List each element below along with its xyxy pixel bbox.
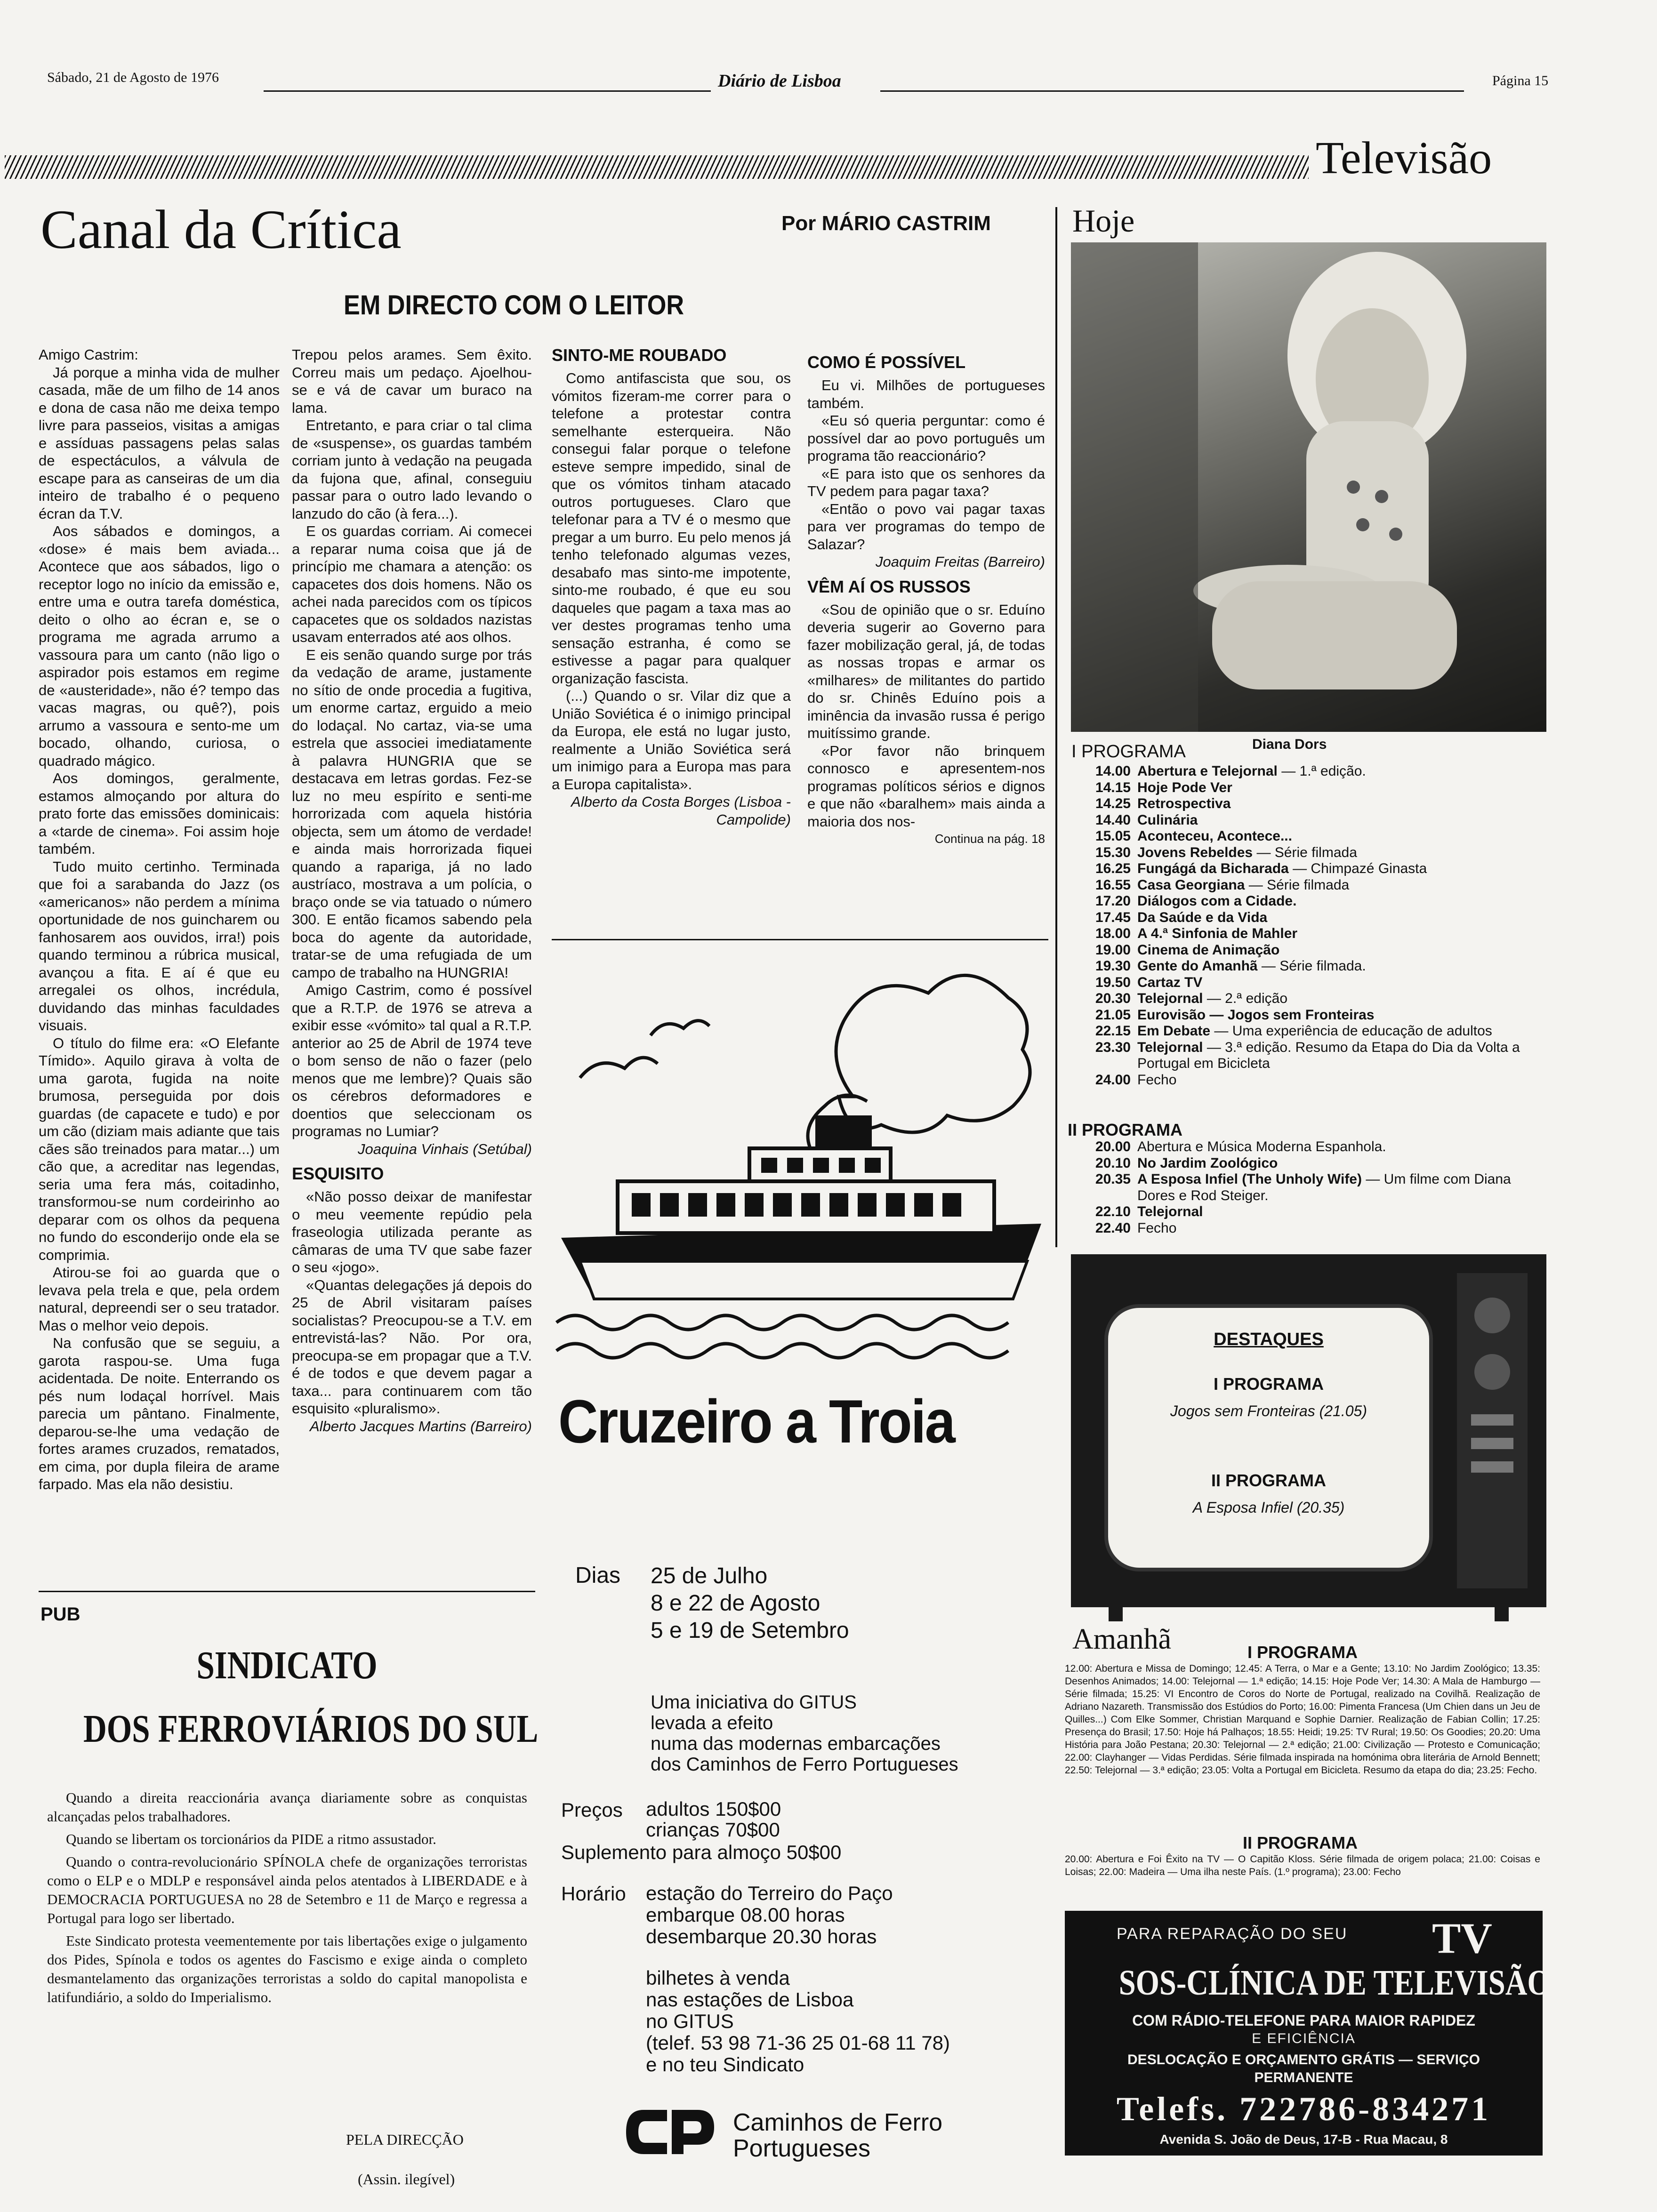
pub-label: PUB <box>40 1604 80 1625</box>
letter-column-2 <box>292 346 532 1435</box>
letter-paragraph: Tudo muito certinho. Terminada que foi a sarabanda do Jazz (os «americanos» não perdem a mínima oportunidade de nos guincharem ou fanhosarem aos ouvidos, irra!) pois quando terminou a rúbrica musical, avançou a fita. E aí é que eu arregalei os olhos, incrédula, duvidando das minhas faculdades visuais. <box>39 858 280 1034</box>
schedule-row <box>1069 1072 1539 1089</box>
letter-signature: Alberto Jacques Martins (Barreiro) <box>309 1418 532 1435</box>
schedule-program <box>1137 828 1292 845</box>
russos-heading: VÊM AÍ OS RUSSOS <box>807 577 971 596</box>
schedule-row <box>1069 1139 1539 1155</box>
sos-name: SOS-CLÍNICA DE TELEVISÃO <box>1118 1963 1551 2003</box>
sos-tv: TV <box>1432 1914 1492 1962</box>
letter-paragraph: Trepou pelos arames. Sem êxito. Correu mais um pedaço. Ajoelhou-se e vá de cavar um buraco na lama. <box>292 346 532 416</box>
schedule-program-title: Aconteceu, Acontece... <box>1137 828 1292 844</box>
schedule-time: 16.25 <box>1095 861 1131 876</box>
iniciativa-line: numa das modernas embarcações <box>651 1733 941 1754</box>
letter-paragraph: «Eu só queria perguntar: como é possível dar ao povo português um programa tão reaccionário? <box>807 412 1045 464</box>
letter-paragraph: Na confusão que se seguiu, a garota raspou-se. Uma fuga acidentada. De noite. Enterrando os pés num lodaçal horrível. Mais parecia um pântano. Finalmente, deparou-se-lhe uma vedação de fortes arames cruzados, rematados, em cima, por dupla fileira de arame farpado. Mas ela não desistiu. <box>39 1335 280 1492</box>
schedule-program <box>1137 910 1267 926</box>
sindicato-sign: PELA DIRECÇÃO <box>346 2131 464 2148</box>
schedule-row <box>1069 812 1539 829</box>
hoje-program2-title: II PROGRAMA <box>1068 1120 1183 1139</box>
cp-name-line1: Caminhos de Ferro <box>733 2109 943 2136</box>
cp-logo-icon <box>622 2106 716 2158</box>
schedule-time: 15.05 <box>1095 828 1131 844</box>
header-page: Página 15 <box>1492 73 1549 88</box>
iniciativa-line: Uma iniciativa do GITUS <box>651 1692 857 1713</box>
sindicato-paragraph: Quando a direita reaccionária avança diariamente sobre as conquistas alcançadas pelos trabalhadores. <box>47 1789 527 1825</box>
schedule-time: 20.30 <box>1095 991 1131 1006</box>
schedule-time: 17.20 <box>1095 893 1131 909</box>
schedule-program-title: Hoje Pode Ver <box>1137 779 1232 795</box>
schedule-row <box>1069 991 1539 1007</box>
schedule-program-title: Diálogos com a Cidade. <box>1137 893 1297 909</box>
schedule-time: 22.10 <box>1095 1204 1131 1219</box>
letter-paragraph: Eu vi. Milhões de portugueses também. <box>807 377 1045 411</box>
dia-item: 8 e 22 de Agosto <box>651 1591 820 1616</box>
section-title: Televisão <box>1316 133 1492 184</box>
letter-paragraph: E os guardas corriam. Ai comecei a reparar numa coisa que já de princípio me chamara a atenção: os capacetes dos dois homens. Não os achei nada parecidos com os típicos capacetes que os soldados nazistas usavam enterrados até aos olhos. <box>292 523 532 645</box>
section-hatch-band <box>5 155 1309 179</box>
destaques-p1-item: Jogos sem Fronteiras (21.05) <box>1170 1403 1367 1419</box>
letter-paragraph: «Sou de opinião que o sr. Eduíno deveria sugerir ao Governo para fazer mobilização geral, já, de todas as nossas tropas e armar os «milhares» de militantes do partido do sr. Chinês Eduíno pois a iminência da invasão russa é perigo muitíssimo grande. <box>807 601 1045 741</box>
schedule-row <box>1069 942 1539 959</box>
header-paper: Diário de Lisboa <box>718 71 841 91</box>
schedule-program-title: Cinema de Animação <box>1137 942 1280 958</box>
hoje-program2-list <box>1069 1139 1539 1236</box>
schedule-program: Jovens Rebeldes — Série filmada <box>1137 844 1357 860</box>
schedule-row <box>1069 877 1539 894</box>
schedule-time: 22.15 <box>1095 1023 1131 1039</box>
schedule-row <box>1069 845 1539 861</box>
schedule-program <box>1137 926 1297 942</box>
schedule-time: 20.35 <box>1095 1171 1131 1187</box>
column-byline: Por MÁRIO CASTRIM <box>781 212 991 235</box>
schedule-program-title: Telejornal <box>1137 1204 1203 1219</box>
schedule-program <box>1137 796 1231 812</box>
schedule-program-title: Da Saúde e da Vida <box>1137 909 1268 925</box>
schedule-program <box>1137 893 1296 910</box>
schedule-program: Telejornal — 3.ª edição. Resumo da Etapa do Dia da Volta a Portugal em Bicicleta <box>1137 1039 1520 1071</box>
sos-line2: E EFICIÊNCIA <box>1252 2031 1356 2046</box>
roubado-heading: SINTO-ME ROUBADO <box>552 345 727 365</box>
schedule-program-title: Cartaz TV <box>1137 974 1203 990</box>
schedule-time: 20.10 <box>1095 1155 1131 1171</box>
schedule-row <box>1069 1204 1539 1220</box>
schedule-row <box>1069 1023 1539 1040</box>
schedule-row <box>1069 861 1539 877</box>
schedule-time: 14.25 <box>1095 796 1131 811</box>
column-headline: EM DIRECTO COM O LEITOR <box>344 290 684 321</box>
schedule-time: 21.05 <box>1095 1007 1131 1023</box>
schedule-program <box>1137 1204 1203 1220</box>
possivel-heading: COMO É POSSÍVEL <box>807 353 966 372</box>
horario-list <box>646 1883 893 1948</box>
dias-list <box>651 1563 849 1644</box>
precos-list <box>646 1799 781 1840</box>
schedule-program: Abertura e Música Moderna Espanhola. <box>1137 1139 1386 1154</box>
sindicato-paragraph: Quando se libertam os torcionários da PIDE a ritmo assustador. <box>66 1831 436 1847</box>
letter-greeting: Amigo Castrim: <box>39 346 138 363</box>
letter-signature: Alberto da Costa Borges (Lisboa - Campolide) <box>571 793 791 828</box>
letter-paragraph: Atirou-se foi ao guarda que o levava pela trela e que, pela ordem natural, depreendi ser o seu tratador. Mas o melhor veio depois. <box>39 1264 280 1334</box>
schedule-row <box>1069 893 1539 910</box>
schedule-program-title: Culinária <box>1137 812 1198 828</box>
iniciativa-block <box>651 1692 958 1775</box>
ferry-ship-illustration <box>552 960 1048 1365</box>
hoje-program1-list <box>1069 763 1539 1088</box>
letter-column-4 <box>807 353 1045 848</box>
iniciativa-line: dos Caminhos de Ferro Portugueses <box>651 1754 958 1775</box>
destaques-p1-label: I PROGRAMA <box>1214 1374 1324 1394</box>
letter-paragraph: O título do filme era: «O Elefante Tímido». Aquilo girava à volta de uma garota, fugida na noite brumosa, perseguida por dois guardas (de capacete e tudo) e por um cão (diziam mais adiante que tais cães são treinados para matar...) um cão que, a acreditar nas legendas, seria uma fera más, coitadinho, transformou-se num cordeirinho ao deparar com os olhos da pequena no fundo do esconderijo onde ela se comprimia. <box>39 1034 280 1263</box>
schedule-row <box>1069 763 1539 780</box>
letter-paragraph: «Quantas delegações já depois do 25 de Abril visitaram países socialistas? Preocupou-se a T.V. em entrevistá-las? Não. Por ora, preocupa-se em propagar que a T.V. é de todos e que devem pagar a taxa... para continuarem com tão esquisito «pluralismo». <box>292 1276 532 1417</box>
amanha-title: Amanhã <box>1072 1623 1172 1655</box>
schedule-time: 16.55 <box>1095 877 1131 893</box>
schedule-program-title: A Esposa Infiel (The Unholy Wife) <box>1137 1171 1362 1187</box>
schedule-program <box>1137 1007 1374 1024</box>
schedule-row <box>1069 975 1539 991</box>
schedule-time: 14.40 <box>1095 812 1131 828</box>
schedule-time: 24.00 <box>1095 1072 1131 1088</box>
schedule-program <box>1137 780 1232 796</box>
schedule-time: 19.00 <box>1095 942 1131 958</box>
preco-item: crianças 70$00 <box>646 1819 780 1841</box>
schedule-row <box>1069 796 1539 812</box>
header-date: Sábado, 21 de Agosto de 1976 <box>47 70 219 85</box>
letter-paragraph: Amigo Castrim, como é possível que a R.T.P. de 1976 se atreva a exibir esse «vómito» tal qual a R.T.P. anterior ao 25 de Abril de 1974 teve o bom senso de não o fazer (pelo menos que me lembre)? Quais são os cérebros deformadores e doentios que seleccionam os programas no Lumiar? <box>292 982 532 1139</box>
preco-item: adultos 150$00 <box>646 1798 781 1820</box>
letter-column-1 <box>39 346 280 1493</box>
schedule-time: 23.30 <box>1095 1039 1131 1055</box>
sos-line1: COM RÁDIO-TELEFONE PARA MAIOR RAPIDEZ <box>1132 2012 1475 2029</box>
schedule-program-title: Fungágá da Bicharada <box>1137 861 1289 876</box>
schedule-program <box>1137 1155 1278 1172</box>
tv-set-illustration <box>1071 1254 1546 1621</box>
dia-item: 25 de Julho <box>651 1563 768 1588</box>
schedule-row <box>1069 828 1539 845</box>
schedule-program <box>1137 942 1279 959</box>
horario-label: Horário <box>561 1883 626 1905</box>
destaques-p2-item: A Esposa Infiel (20.35) <box>1192 1499 1345 1516</box>
sindicato-title-1: SINDICATO <box>196 1643 378 1687</box>
schedule-program: Fungágá da Bicharada — Chimpazé Ginasta <box>1137 861 1427 876</box>
dias-label: Dias <box>575 1563 621 1588</box>
sos-line4: PERMANENTE <box>1254 2070 1353 2085</box>
cruzeiro-title: Cruzeiro a Troia <box>558 1387 955 1456</box>
schedule-row <box>1069 1171 1539 1204</box>
schedule-time: 14.15 <box>1095 779 1131 795</box>
bilhetes-line: no GITUS <box>646 2010 734 2032</box>
hoje-title: Hoje <box>1072 203 1135 239</box>
photo-caption: Diana Dors <box>1252 737 1327 752</box>
schedule-time: 22.40 <box>1095 1220 1131 1236</box>
suplemento: Suplemento para almoço 50$00 <box>561 1841 842 1863</box>
horario-line: embarque 08.00 horas <box>646 1904 845 1926</box>
letter-paragraph: Aos domingos, geralmente, estamos almoçando por altura do prato forte das emissões dominicais: a «tarde de cinema». Foi assim hoje também. <box>39 770 280 857</box>
letter-signature: Joaquina Vinhais (Setúbal) <box>358 1140 532 1157</box>
amanha-program2-text: 20.00: Abertura e Foi Êxito na TV — O Capitão Kloss. Série filmada de origem polaca; 21.00: Coisas e Loisas; 22.00: Madeira — Uma ilha neste País. (1.º programa); 23.00: Fecho <box>1065 1854 1540 1877</box>
schedule-program: Telejornal — 2.ª edição <box>1137 991 1288 1006</box>
schedule-row <box>1069 1007 1539 1024</box>
continua-note: Continua na pág. 18 <box>934 832 1045 846</box>
schedule-program-title: Telejornal <box>1137 991 1203 1006</box>
letter-paragraph: «E para isto que os senhores da TV pedem para pagar taxa? <box>807 465 1045 499</box>
schedule-time: 19.50 <box>1095 974 1131 990</box>
schedule-program-title: Gente do Amanhã <box>1137 958 1258 974</box>
schedule-row <box>1069 910 1539 926</box>
schedule-program: Fecho <box>1137 1072 1177 1088</box>
column-title: Canal da Crítica <box>40 199 402 260</box>
schedule-time: 14.00 <box>1095 763 1131 779</box>
letter-paragraph: «Por favor não brinquem connosco e apresentem-nos programas políticos sérios e dignos e que não «baralhem» mais ainda a maioria dos nos- <box>807 742 1045 830</box>
sos-lead: PARA REPARAÇÃO DO SEU <box>1117 1925 1348 1943</box>
letter-paragraph: E eis senão quando surge por trás da vedação de arame, justamente no sítio de onde procedia a fugitiva, um enorme cartaz, erguido a meio do lodaçal. No cartaz, via-se uma estrela que associei imediatamente à palavra HUNGRIA que se destacava em letras gordas. Fez-se luz no meu espírito e senti-me horrorizada com aquela história objecta, sem um átomo de verdade! e ainda mais horrorizada fiquei quando a rapariga, já no lado austríaco, mostrava a um polícia, o braço onde se via tatuado o número 300. E então ficamos sabendo pela boca do agente da autoridade, tratar-se de uma refugiada de um campo de trabalho na HUNGRIA! <box>292 646 532 981</box>
schedule-row <box>1069 1220 1539 1237</box>
sindicato-title-2: DOS FERROVIÁRIOS DO SUL <box>83 1707 539 1751</box>
destaques-p2-label: II PROGRAMA <box>1211 1471 1326 1490</box>
sindicato-text <box>47 1788 527 2011</box>
precos-label: Preços <box>561 1799 623 1821</box>
bilhetes-line: e no teu Sindicato <box>646 2053 804 2076</box>
schedule-program-title: Jovens Rebeldes <box>1137 844 1253 860</box>
letter-paragraph: «Não posso deixar de manifestar o meu veemente repúdio pela fraseologia utilizada perante as câmaras de uma TV que sabe fazer o seu «jogo». <box>292 1188 532 1275</box>
schedule-row <box>1069 958 1539 975</box>
letter-paragraph: Como antifascista que sou, os vómitos fizeram-me correr para o telefone a protestar contra semelhante esterqueira. Não consegui falar porque o telefone esteve sempre impedido, sinal de que os vómitos tinham atacado outros portugueses. Claro que telefonar para a TV é o mesmo que pregar a um burro. Eu pelo menos já tenho telefonado algumas vezes, desabafo mas sinto-me impotente, sinto-me roubado, é que eu sou daqueles que pagam a taxa mas ao ver destes programas tenho uma sensação estranha, é como se estivesse a pagar para qualquer organização fascista. <box>552 370 791 687</box>
schedule-program: Casa Georgiana — Série filmada <box>1137 877 1350 893</box>
letter-column-3 <box>552 346 791 828</box>
schedule-row <box>1069 926 1539 942</box>
portrait-figure <box>1071 242 1546 732</box>
sindicato-sign-note: (Assin. ilegível) <box>358 2171 455 2188</box>
schedule-program: Abertura e Telejornal — 1.ª edição. <box>1137 763 1366 779</box>
cp-name-line2: Portugueses <box>733 2135 870 2162</box>
schedule-time: 20.00 <box>1095 1139 1131 1154</box>
bilhetes-line: bilhetes à venda <box>646 1967 790 1989</box>
letter-paragraph: (...) Quando o sr. Vilar diz que a União Soviética é o inimigo principal da Europa, ele está no lugar justo, realmente a União Soviética será um inimigo para a Europa mas para a Europa capitalista». <box>552 688 791 793</box>
tv-cabinet <box>1071 1254 1546 1621</box>
schedule-row <box>1069 1040 1539 1072</box>
diana-dors-photo <box>1071 242 1546 732</box>
schedule-program: Gente do Amanhã — Série filmada. <box>1137 958 1366 974</box>
bilhetes-list <box>646 1967 950 2076</box>
schedule-time: 19.30 <box>1095 958 1131 974</box>
schedule-time: 15.30 <box>1095 844 1131 860</box>
schedule-program-title: Casa Georgiana <box>1137 877 1245 893</box>
letter-signature: Joaquim Freitas (Barreiro) <box>875 553 1045 570</box>
schedule-time: 17.45 <box>1095 909 1131 925</box>
destaques-title: DESTAQUES <box>1214 1330 1324 1349</box>
schedule-program: Fecho <box>1137 1220 1177 1236</box>
bilhetes-line: (telef. 53 98 71-36 25 01-68 11 78) <box>646 2032 950 2054</box>
amanha-program1-text: 12.00: Abertura e Missa de Domingo; 12.45: A Terra, o Mar e a Gente; 13.10: No Jardim Zoológico; 13.35: Desenhos Animados; 14.00: Telejornal — 1.ª edição; 14.15: Hoje Pode Ver; 14.30: A Mala de Hamburgo — Série filmada; 15.25: VI Encontro de Coros do Norte de Portugal, realizado na Covilhã. Realização de Adriano Nazareth. Transmissão dos Estúdios do Porto; 16.00: Pimenta Francesa (Um Chien dans un Jeu de Quilles...) Com Elke Sommer, Christian Marquand e Sophie Darnier. Realização de Fabian Collin; 17.25: Presença do Brasil; 17.50: Hoje há Palhaços; 18.55: Heidi; 19.25: TV Rural; 19.50: Os Goodies; 20.20: Uma História para João Pestana; 20.30: Telejornal — 2.ª edição; 21.00: Civilização — Protesto e Comunicação; 22.00: Clayhanger — Vidas Perdidas. Série filmada inspirada na homónima obra literária de Arnold Bennett; 22.50: Telejornal — 3.ª edição; 23.05: Volta a Portugal em Bicicleta. Resumo da etapa do dia; 23.25: Fecho. <box>1065 1663 1540 1776</box>
iniciativa-line: levada a efeito <box>651 1713 773 1733</box>
letter-paragraph: Aos sábados e domingos, a «dose» é mais bem aviada... Acontece que aos sábados, ligo o receptor logo no início da emissão e, entre uma e outra tarefa doméstica, deito o olho ao écran e, se o programa me agrada arrumo a vassoura para um canto (não ligo o aspirador pois estamos em regime de «austeridade», não é? tempo das vacas magras, ou quê?), pois arrumo a vassoura e sento-me um bocado, olhando, curiosa, o quadrado mágico. <box>39 523 280 769</box>
esquisito-heading: ESQUISITO <box>292 1164 384 1183</box>
amanha-program2-title: II PROGRAMA <box>1243 1833 1358 1852</box>
cruzeiro-troia-ad <box>552 941 1048 2170</box>
sos-address: Avenida S. João de Deus, 17-B - Rua Macau, 8 <box>1159 2132 1448 2147</box>
sindicato-paragraph: Quando o contra-revolucionário SPÍNOLA chefe de organizações terroristas como o ELP e o MDLP e responsável ainda pelos atentados à LIBERDADE e à DEMOCRACIA PORTUGUESA no 28 de Setembro e 11 de Março e regressa a Portugal para logo ser libertado. <box>47 1853 527 1926</box>
bilhetes-line: nas estações de Lisboa <box>646 1988 854 2011</box>
hoje-program1-title: I PROGRAMA <box>1071 742 1186 761</box>
schedule-row <box>1069 1155 1539 1172</box>
schedule-program-title: Abertura e Telejornal <box>1137 763 1278 779</box>
letter-paragraph: «Então o povo vai pagar taxas para ver programas do tempo de Salazar? <box>807 500 1045 553</box>
sos-line3: DESLOCAÇÃO E ORÇAMENTO GRÁTIS — SERVIÇO <box>1127 2052 1480 2068</box>
schedule-program-title: Telejornal <box>1137 1039 1203 1055</box>
horario-line: desembarque 20.30 horas <box>646 1925 877 1948</box>
schedule-time: 18.00 <box>1095 926 1131 941</box>
schedule-program-title: A 4.ª Sinfonia de Mahler <box>1137 926 1298 941</box>
schedule-program: Em Debate — Uma experiência de educação de adultos <box>1137 1023 1492 1039</box>
schedule-program-title: No Jardim Zoológico <box>1137 1155 1278 1171</box>
sos-phones: Telefs. 722786-834271 <box>1116 2090 1491 2128</box>
schedule-row <box>1069 780 1539 796</box>
horario-line: estação do Terreiro do Paço <box>646 1882 893 1904</box>
letter-paragraph: Entretanto, e para criar o tal clima de «suspense», os guardas também corriam junto à vedação na peugada da fujona que, afinal, conseguiu passar para o outro lado levando o lanzudo do cão (à fera...). <box>292 417 532 522</box>
schedule-program-title: Em Debate <box>1137 1023 1211 1039</box>
schedule-program-title: Retrospectiva <box>1137 796 1231 811</box>
schedule-program <box>1137 812 1198 829</box>
schedule-program-title: Eurovisão — Jogos sem Fronteiras <box>1137 1007 1375 1023</box>
letter-paragraph: Já porque a minha vida de mulher casada, mãe de um filho de 14 anos e dona de casa não me deixa tempo livre para passeios, visitas a amigas e assíduas passagens pelas salas de espectáculos, a válvula de escape para as canseiras de um dia inteiro de trabalho é o pequeno écran da T.V. <box>39 364 280 522</box>
schedule-program <box>1137 975 1202 991</box>
schedule-program: A Esposa Infiel (The Unholy Wife) — Um filme com Diana Dores e Rod Steiger. <box>1137 1171 1511 1203</box>
sos-clinica-ad <box>1065 1911 1551 2156</box>
dia-item: 5 e 19 de Setembro <box>651 1618 849 1643</box>
sindicato-paragraph: Este Sindicato protesta veementemente por tais libertações exige o julgamento dos Pides, Spínola e todos os agentes do Fascismo e exige ainda o completo desmantelamento das organizações terroristas a soldo do capital manopolista e latifundiário, a soldo do Imperialismo. <box>47 1932 527 2005</box>
amanha-program1-title: I PROGRAMA <box>1247 1643 1358 1662</box>
